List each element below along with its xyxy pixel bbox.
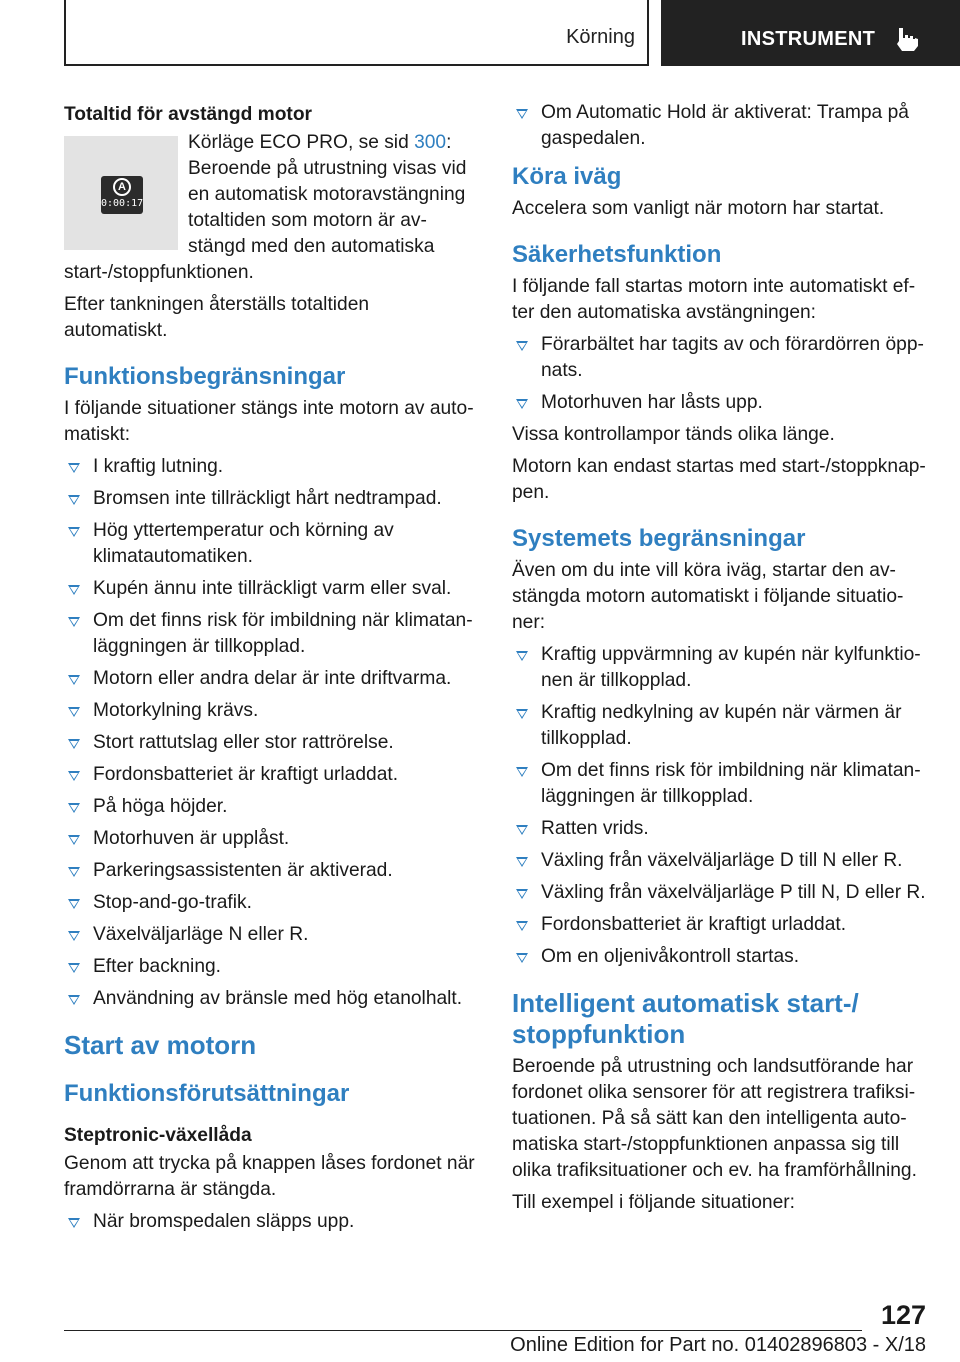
list-item <box>512 700 928 752</box>
list-item <box>512 642 928 694</box>
list-item <box>64 486 476 512</box>
list-item-text: I kraftig lutning. <box>93 456 224 477</box>
total-time-heading: Totaltid för avstängd motor <box>64 104 313 125</box>
list-item <box>64 454 476 480</box>
display-time: 0:00:17 <box>101 198 144 209</box>
list-item-text: Ratten vrids. <box>541 818 649 839</box>
list-item-text: Parkeringsassistenten är aktiverad. <box>93 860 393 881</box>
list-item-text: Stop-and-go-trafik. <box>93 892 252 913</box>
list-item-text: Motorn eller andra delar är inte driftvarma. <box>93 668 452 689</box>
list-item-text: På höga höjder. <box>93 796 228 817</box>
steptronic-list <box>64 1209 476 1235</box>
bullet-triangle-icon <box>68 707 80 717</box>
list-item-text: Stort rattutslag eller stor rattrörelse. <box>93 732 394 753</box>
bullet-triangle-icon <box>68 963 80 973</box>
bullet-triangle-icon <box>516 889 528 899</box>
list-item-text: Om en oljenivåkontroll startas. <box>541 946 800 967</box>
limits-heading: Funktionsbegränsningar <box>64 363 346 390</box>
list-item <box>64 576 476 602</box>
steptronic-text: Genom att trycka på knappen låses fordonet när framdörrarna är stängda. <box>64 1153 475 1200</box>
list-item <box>64 608 476 660</box>
steptronic-list-cont <box>512 100 928 152</box>
auto-start-stop-icon: A <box>113 178 131 196</box>
list-item <box>512 912 928 938</box>
list-item-text: Efter backning. <box>93 956 221 977</box>
system-limits-list <box>512 642 928 970</box>
list-item <box>64 826 476 852</box>
section-title: Körning <box>566 26 635 48</box>
list-item <box>64 890 476 916</box>
bullet-triangle-icon <box>68 617 80 627</box>
list-item <box>512 390 928 416</box>
list-item-text: Hög yttertemperatur och körning av klimatautomatiken. <box>93 520 394 567</box>
bullet-triangle-icon <box>516 399 528 409</box>
list-item <box>64 1209 476 1235</box>
limits-intro: I följande situationer stängs inte motorn av automatiskt: <box>64 398 474 445</box>
list-item <box>512 848 928 874</box>
bullet-triangle-icon <box>68 803 80 813</box>
list-item-text: Växelväljarläge N eller R. <box>93 924 309 945</box>
bullet-triangle-icon <box>68 867 80 877</box>
list-item <box>64 666 476 692</box>
bullet-triangle-icon <box>68 463 80 473</box>
footer-divider <box>64 1330 862 1331</box>
bullet-triangle-icon <box>68 495 80 505</box>
list-item <box>512 880 928 906</box>
bullet-triangle-icon <box>68 675 80 685</box>
eco-display-figure <box>64 136 178 250</box>
intelligent-heading: Intelligent automatisk start-/ stoppfunktion <box>512 988 859 1049</box>
list-item <box>64 730 476 756</box>
pointing-hand-icon <box>893 24 921 52</box>
display-panel <box>101 176 143 214</box>
list-item-text: Kraftig nedkylning av kupén när värmen är tillkopplad. <box>541 702 902 749</box>
bullet-triangle-icon <box>516 109 528 119</box>
edition-text: Online Edition for Part no. 01402896803 - X/18 <box>510 1334 926 1356</box>
list-item-text: Förarbältet har tagits av och förardörren öppnats. <box>541 334 924 381</box>
left-column <box>64 100 476 1241</box>
intelligent-text: Beroende på utrustning och landsutförande har fordonet olika sensorer för att registrera trafiksituationen. På så sätt kan den intelligenta automatiska start-/stoppfunktionen anpassa sig till olika trafiksituationer och ev. ha framförhållning. <box>512 1056 917 1181</box>
bullet-triangle-icon <box>516 857 528 867</box>
bullet-triangle-icon <box>68 527 80 537</box>
bullet-triangle-icon <box>68 1218 80 1228</box>
page-number: 127 <box>880 1300 926 1330</box>
bullet-triangle-icon <box>516 341 528 351</box>
bullet-triangle-icon <box>516 709 528 719</box>
safety-text-3: Motorn kan endast startas med start-/stoppknappen. <box>512 456 926 503</box>
list-item <box>512 332 928 384</box>
system-limits-text: Även om du inte vill köra iväg, startar den avstängda motorn automatiskt i följande situationer: <box>512 560 904 633</box>
list-item-text: Om Automatic Hold är aktiverat: Trampa på gaspedalen. <box>541 102 909 149</box>
bullet-triangle-icon <box>68 899 80 909</box>
list-item-text: När bromspedalen släpps upp. <box>93 1211 355 1232</box>
list-item <box>512 100 928 152</box>
list-item <box>64 518 476 570</box>
bullet-triangle-icon <box>516 651 528 661</box>
list-item <box>64 794 476 820</box>
list-item-text: Om det finns risk för imbildning när klimatanläggningen är tillkopplad. <box>541 760 921 807</box>
bullet-triangle-icon <box>516 825 528 835</box>
list-item-text: Kupén ännu inte tillräckligt varm eller sval. <box>93 578 452 599</box>
right-column <box>512 100 928 1222</box>
drive-off-heading: Köra iväg <box>512 163 622 190</box>
list-item <box>64 922 476 948</box>
list-item-text: Fordonsbatteriet är kraftigt urladdat. <box>93 764 399 785</box>
list-item-text: Växling från växelväljarläge D till N eller R. <box>541 850 903 871</box>
intelligent-text-2: Till exempel i följande situationer: <box>512 1192 795 1213</box>
chapter-title: INSTRUMENT <box>741 28 876 50</box>
list-item <box>64 698 476 724</box>
list-item-text: Om det finns risk för imbildning när klimatanläggningen är tillkopplad. <box>93 610 473 657</box>
list-item <box>512 758 928 810</box>
list-item-text: Kraftig uppvärmning av kupén när kylfunktionen är tillkopplad. <box>541 644 921 691</box>
bullet-triangle-icon <box>68 771 80 781</box>
steptronic-heading: Steptronic-växellåda <box>64 1125 252 1146</box>
list-item <box>512 944 928 970</box>
list-item-text: Motorhuven är upplåst. <box>93 828 290 849</box>
list-item <box>64 762 476 788</box>
list-item-text: Användning av bränsle med hög etanolhalt. <box>93 988 463 1009</box>
list-item-text: Växling från växelväljarläge P till N, D eller R. <box>541 882 926 903</box>
total-time-block <box>64 130 476 292</box>
bullet-triangle-icon <box>68 585 80 595</box>
bullet-triangle-icon <box>68 931 80 941</box>
safety-text-2: Vissa kontrollampor tänds olika länge. <box>512 424 835 445</box>
bullet-triangle-icon <box>516 767 528 777</box>
section-tab <box>64 0 649 66</box>
total-time-text-pre: Körläge ECO PRO, se sid <box>188 132 415 153</box>
chapter-tab <box>661 0 960 66</box>
list-item <box>512 816 928 842</box>
bullet-triangle-icon <box>516 953 528 963</box>
bullet-triangle-icon <box>68 739 80 749</box>
list-item <box>64 986 476 1012</box>
bullet-triangle-icon <box>68 835 80 845</box>
list-item <box>64 858 476 884</box>
safety-list <box>512 332 928 416</box>
safety-heading: Säkerhetsfunktion <box>512 241 722 268</box>
system-limits-heading: Systemets begränsningar <box>512 525 806 552</box>
total-time-text-post: : Beroende på utrustning visas vid en automatisk motoravstängning totaltiden som motorn är avstängd med den automatiska start-/stoppfunktionen. <box>64 132 467 283</box>
drive-off-text: Accelera som vanligt när motorn har startat. <box>512 198 885 219</box>
page-link-300[interactable]: 300 <box>414 132 447 153</box>
safety-text: I följande fall startas motorn inte automatiskt efter den automatiska avstängningen: <box>512 276 916 323</box>
bullet-triangle-icon <box>68 995 80 1005</box>
limits-list <box>64 454 476 1012</box>
bullet-triangle-icon <box>516 921 528 931</box>
list-item-text: Bromsen inte tillräckligt hårt nedtrampad. <box>93 488 442 509</box>
page-header <box>0 0 960 66</box>
reset-text: Efter tankningen återställs totaltiden automatiskt. <box>64 294 370 341</box>
list-item <box>64 954 476 980</box>
list-item-text: Motorkylning krävs. <box>93 700 259 721</box>
list-item-text: Motorhuven har låsts upp. <box>541 392 763 413</box>
prerequisites-heading: Funktionsförutsättningar <box>64 1080 350 1107</box>
list-item-text: Fordonsbatteriet är kraftigt urladdat. <box>541 914 847 935</box>
start-heading: Start av motorn <box>64 1030 257 1060</box>
